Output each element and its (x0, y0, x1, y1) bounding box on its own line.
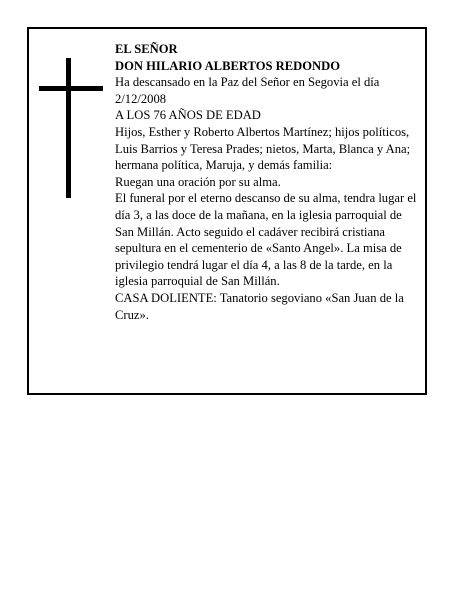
age-statement: A LOS 76 AÑOS DE EDAD (115, 108, 261, 123)
obituary-notice (27, 27, 427, 395)
death-statement: Ha descansado en la Paz del Señor en Segovia el día 2/12/2008 (115, 75, 380, 106)
cross-horizontal-bar (39, 86, 103, 91)
prayer-request: Ruegan una oración por su alma. (115, 174, 281, 189)
funeral-home: CASA DOLIENTE: Tanatorio segoviano «San Juan de la Cruz». (115, 290, 404, 322)
family-list: Hijos, Esther y Roberto Albertos Martínez; hijos políticos, Luis Barrios y Teresa Prades; nietos, Marta, Blanca y Ana; hermana política, Maruja, y demás familia: (115, 124, 411, 173)
obituary-text (115, 41, 421, 323)
cross-icon (39, 58, 103, 198)
funeral-details: El funeral por el eterno descanso de su alma, tendra lugar el día 3, a las doce de la mañana, en la iglesia parroquial de San Millán. Acto seguido el cadáver recibirá cristiana sepultura en el cementerio de «Santo Angel». La misa de privilegio tendrá lugar el día 4, a las 8 de la tarde, en la iglesia parroquial de San Millán. (115, 191, 417, 289)
title-line-1: EL SEÑOR (115, 42, 178, 56)
deceased-name: DON HILARIO ALBERTOS REDONDO (115, 58, 341, 73)
cross-vertical-bar (66, 58, 71, 198)
